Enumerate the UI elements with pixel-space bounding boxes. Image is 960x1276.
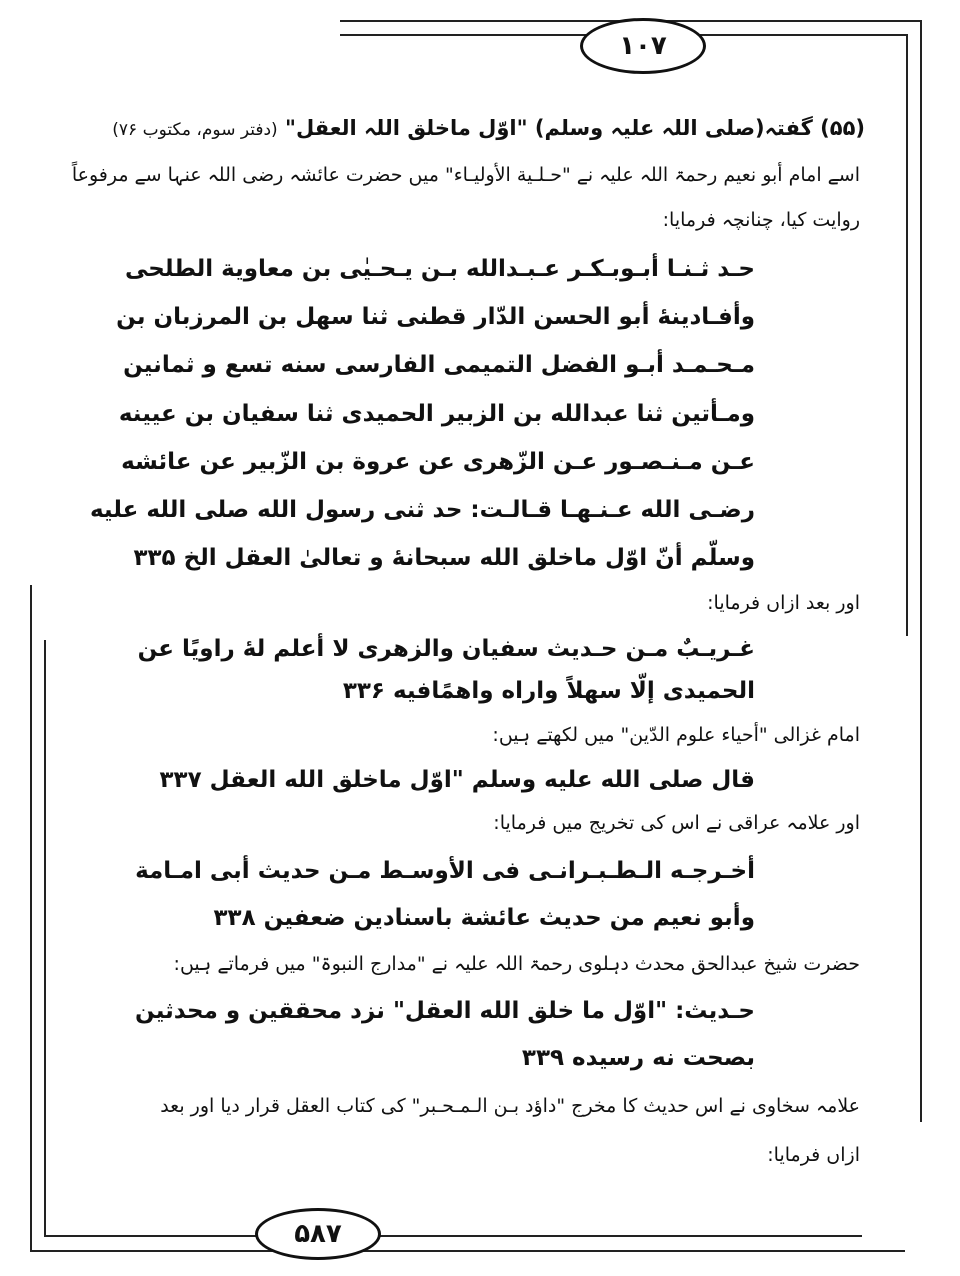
quote1-line-3: مـحـمـد أبـو الفضل التميمى الفارسى سنه تسع و ثمانين bbox=[123, 352, 755, 378]
heading-number: (۵۵) bbox=[820, 116, 865, 140]
paragraph-6-line-1: علامہ سخاوی نے اس حدیث کا مخرج "داؤد بـن الـمـحـبر" کی کتاب العقل قرار دیا اور بعد bbox=[160, 1095, 860, 1117]
heading-text: گفتہ(صلی اللہ علیہ وسلم) "اوّل ماخلق اللہ العقل" bbox=[285, 116, 813, 140]
quote4-line-2: وأبو نعيم من حديث عائشة باسنادين ضعفين ۳۳۸ bbox=[213, 905, 755, 931]
paragraph-5: حضرت شیخ عبدالحق محدث دہلوی رحمۃ اللہ علیہ نے "مدارج النبوۃ" میں فرماتے ہیں: bbox=[173, 953, 860, 975]
section-heading bbox=[112, 118, 865, 139]
quote4-line-1: أخـرجـه الـطـبـرانـى فى الأوسـط مـن حديث أبى امـامة bbox=[135, 858, 755, 884]
quote1-line-6: رضـى الله عـنـهـا قـالـت: حد ثنى رسول الله صلى الله عليه bbox=[89, 497, 755, 523]
quote3-line-1: قال صلى الله عليه وسلم "اوّل ماخلق الله العقل ۳۳۷ bbox=[159, 767, 755, 793]
quote1-line-7: وسلّم أنّ اوّل ماخلق الله سبحانهٔ و تعالىٰ العقل الخ ۳۳۵ bbox=[133, 545, 755, 571]
paragraph-2: اور بعد ازاں فرمایا: bbox=[707, 592, 860, 614]
quote1-line-5: عـن مـنـصـور عـن الزّهرى عن عروة بن الزّبير عن عائشه bbox=[121, 449, 755, 475]
quote5-line-2: بصحت نه رسيده ۳۳۹ bbox=[521, 1045, 755, 1071]
quote1-line-1: حـد ثـنـا أبـوبـكـر عـبـدالله بـن يـحـيٰى بن معاوية الطلحى bbox=[125, 256, 755, 282]
paragraph-1-line-2: روایت کیا، چنانچہ فرمایا: bbox=[662, 209, 860, 231]
paragraph-4: اور علامہ عراقی نے اس کی تخریج میں فرمایا: bbox=[493, 812, 860, 834]
quote2-line-1: غـريـبٌ مـن حـديث سفيان والزهرى لا أعلم لهٔ راويًا عن bbox=[137, 636, 755, 662]
paragraph-1-line-1: اسے امام أبو نعیم رحمۃ اللہ علیہ نے "حـلـیة الأولیـاء" میں حضرت عائشہ رضی اللہ عنہا سے مرفوعاً bbox=[71, 164, 860, 186]
quote1-line-2: وأفـادينهٔ أبو الحسن الدّار قطنى ثنا سهل بن المرزبان بن bbox=[116, 304, 755, 330]
header-page-number: ۱۰۷ bbox=[580, 18, 706, 74]
heading-reference: (دفتر سوم، مکتوب ۷۶) bbox=[112, 120, 278, 140]
quote2-line-2: الحميدى إلّا سهلاً واراه واهمًافيه ۳۳۶ bbox=[342, 678, 755, 704]
paragraph-3: امام غزالی "أحیاء علوم الدّین" میں لکھتے ہیں: bbox=[492, 724, 860, 746]
footer-page-number: ۵۸۷ bbox=[255, 1208, 381, 1260]
paragraph-6-line-2: ازاں فرمایا: bbox=[767, 1144, 860, 1166]
quote5-line-1: حـديث: "اوّل ما خلق الله العقل" نزد محققين و محدثين bbox=[135, 998, 755, 1024]
quote1-line-4: ومـأتين ثنا عبدالله بن الزبير الحميدى ثنا سفيان بن عيينه bbox=[118, 401, 755, 427]
